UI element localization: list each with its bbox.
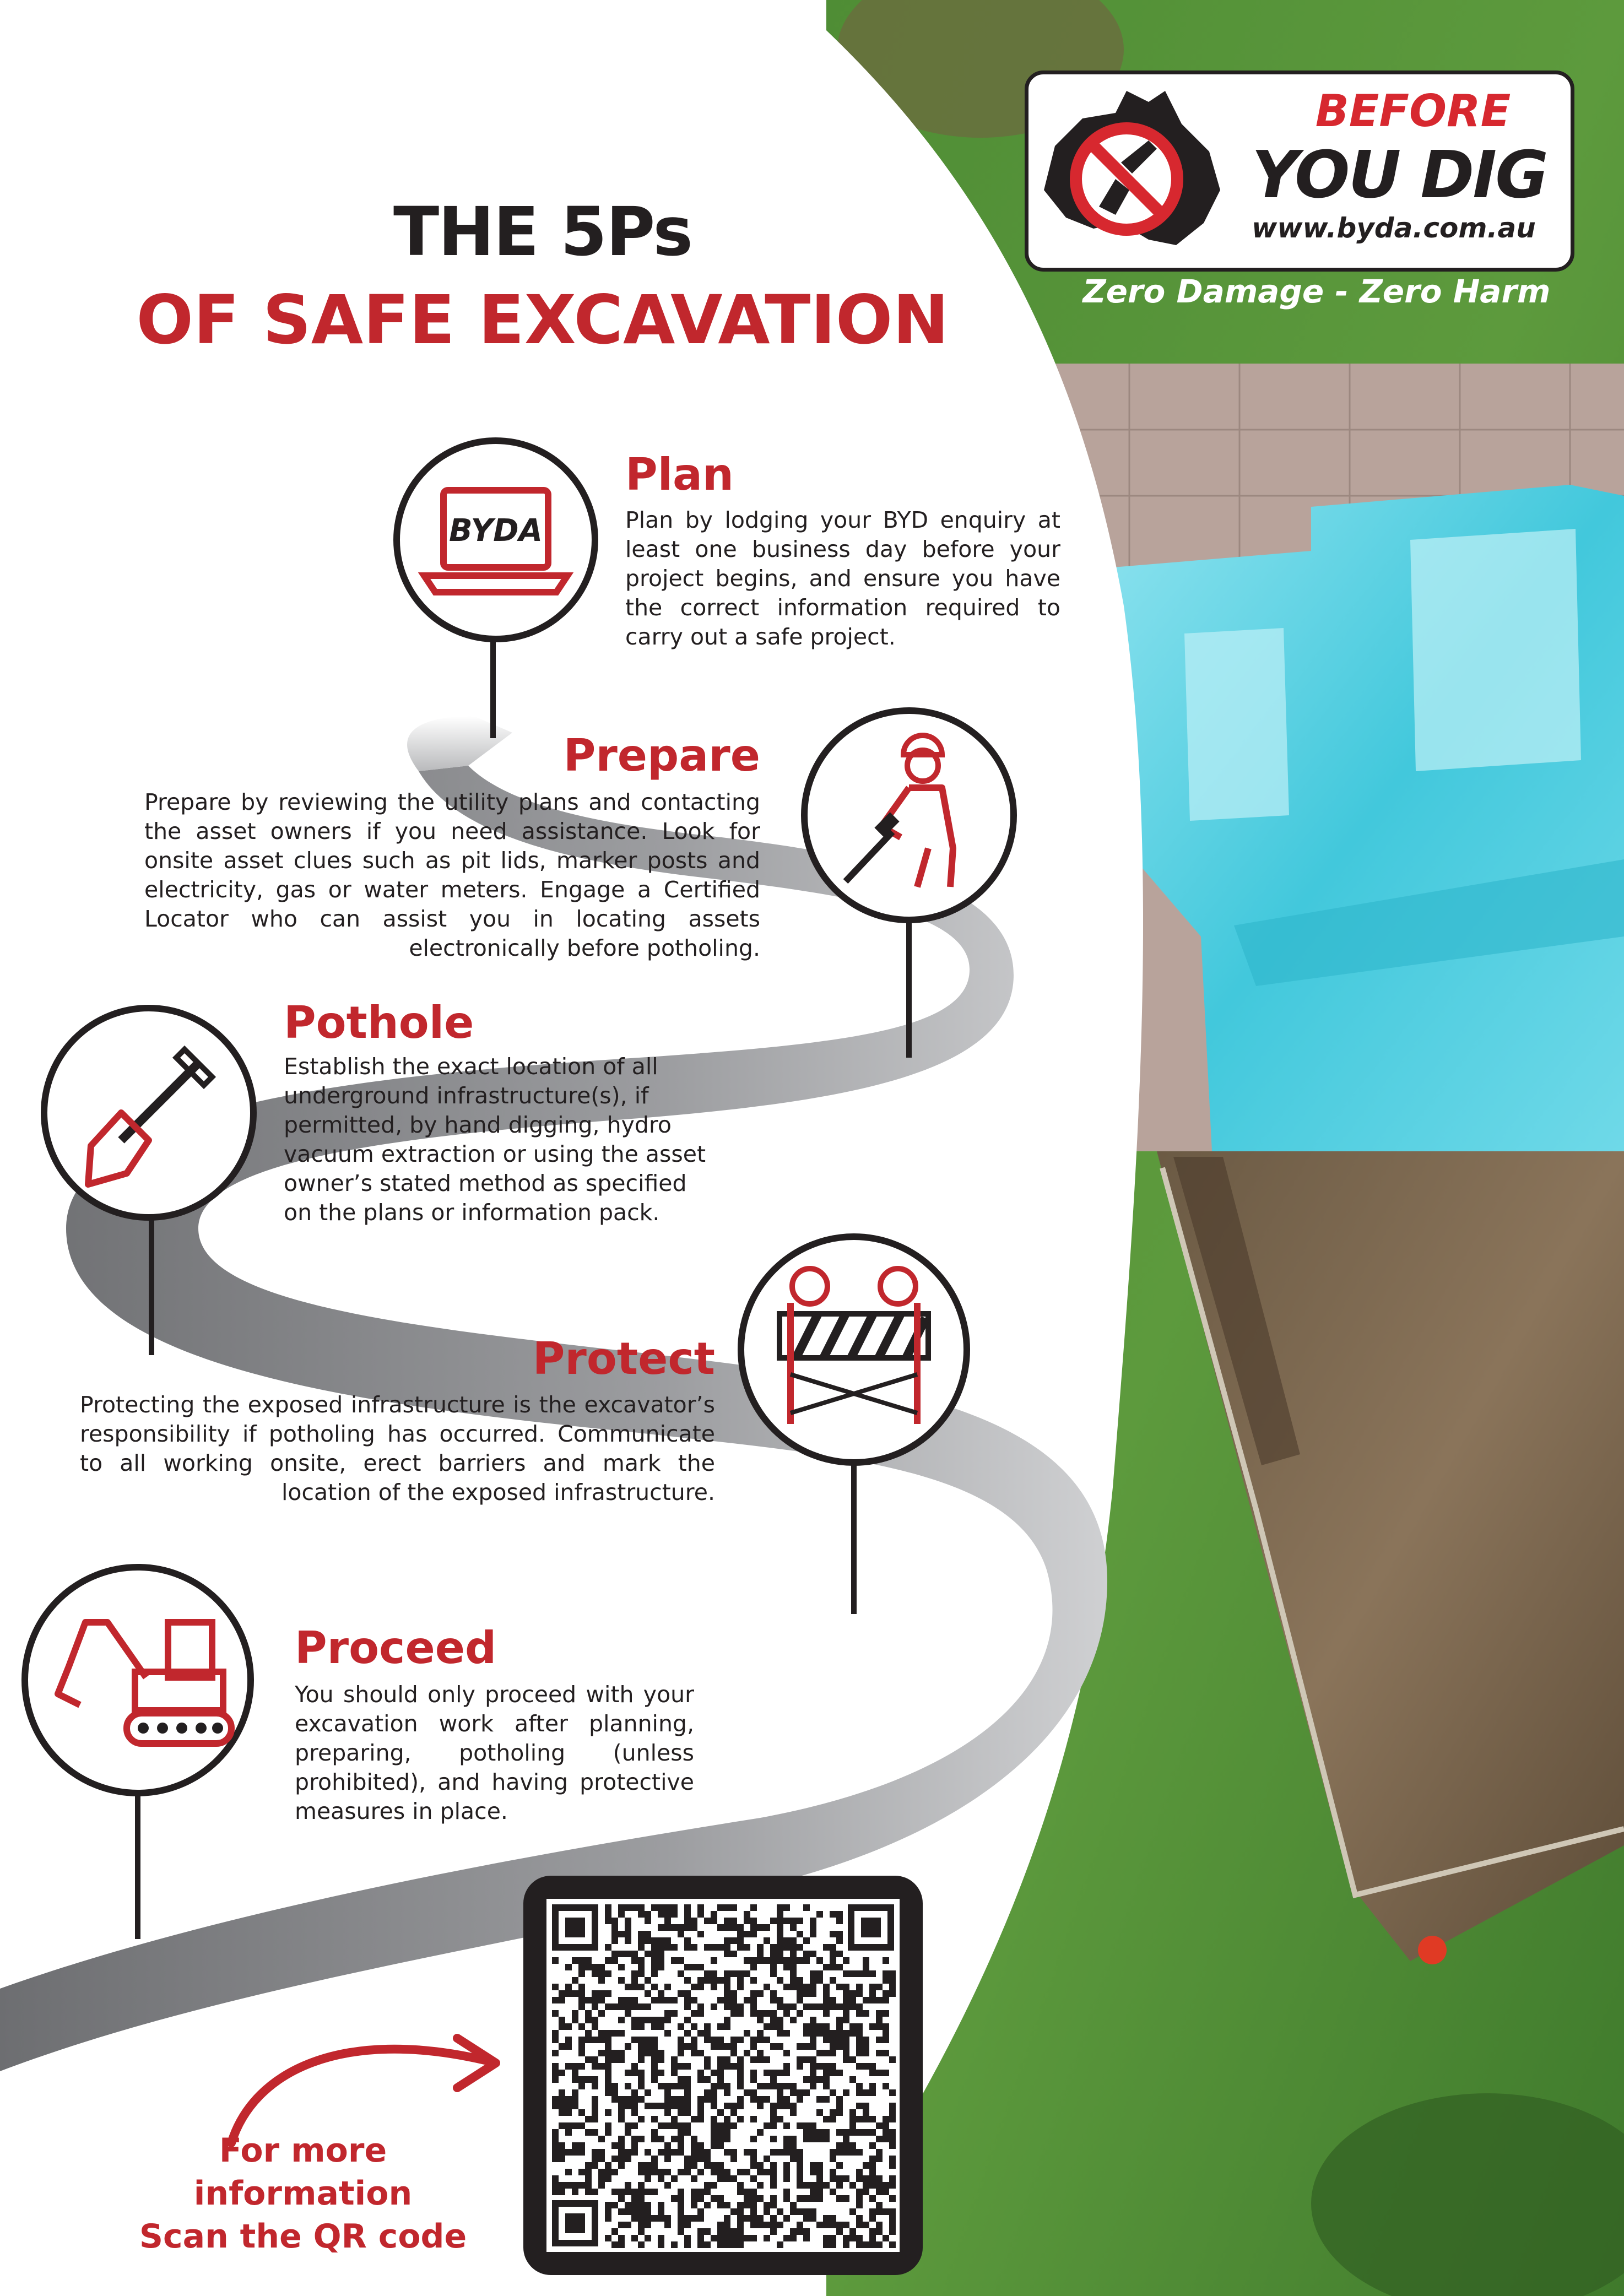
prepare-heading: Prepare [563,730,760,781]
excavator-icon [19,1562,256,1799]
proceed-body: You should only proceed with your excavation work after planning, preparing, potholing (unless prohibited), and having protective measures in place. [295,1681,694,1824]
page-subtitle: OF SAFE EXCAVATION [136,281,949,359]
worker-locator-icon [799,705,1019,925]
pothole-heading: Pothole [284,997,474,1048]
no-dig-australia-icon [1033,80,1231,262]
plan-heading: Plan [625,449,734,500]
logo-you-dig-text: YOU DIG [1251,137,1547,213]
arrow-icon [220,2005,518,2148]
protect-body: Protecting the exposed infrastructure is the excavator’s responsibility if potholing has occurred. Communicate to all working onsite, erect barriers and mark the location of the exposed infrastructure. [80,1391,715,1506]
proceed-heading: Proceed [295,1622,497,1674]
logo-before-text: BEFORE [1315,85,1511,137]
qr-label-line1: For more information [193,2131,413,2213]
logo-tagline: Zero Damage - Zero Harm [1082,273,1551,310]
laptop-screen-text: BYDA [449,513,543,549]
pothole-body: Establish the exact location of all underground infrastructure(s), if permitted, by hand digging, hydro vacuum extraction or using the asset owner’s stated method as specified on the plans or information pack. [284,1053,706,1226]
qr-code-icon[interactable] [523,1876,923,2275]
plan-body: Plan by lodging your BYD enquiry at least one business day before your project begins, and ensure you have the correct information required to carry out a safe project. [625,507,1060,650]
laptop-icon [391,435,600,645]
barrier-icon [735,1231,972,1468]
qr-label-line2: Scan the QR code [139,2217,467,2256]
qr-label [110,2129,496,2258]
logo-url: www.byda.com.au [1252,212,1536,244]
protect-heading: Protect [532,1333,715,1384]
prepare-body: Prepare by reviewing the utility plans and contacting the asset owners if you need assistance. Look for onsite asset clues such as pit lids, marker posts and electricity, gas or water meters. Engage a Certified Locator who can assist you in locating assets electronically before potholing. [144,789,760,961]
shovel-icon [39,1003,259,1223]
page-title: THE 5Ps [393,193,692,271]
